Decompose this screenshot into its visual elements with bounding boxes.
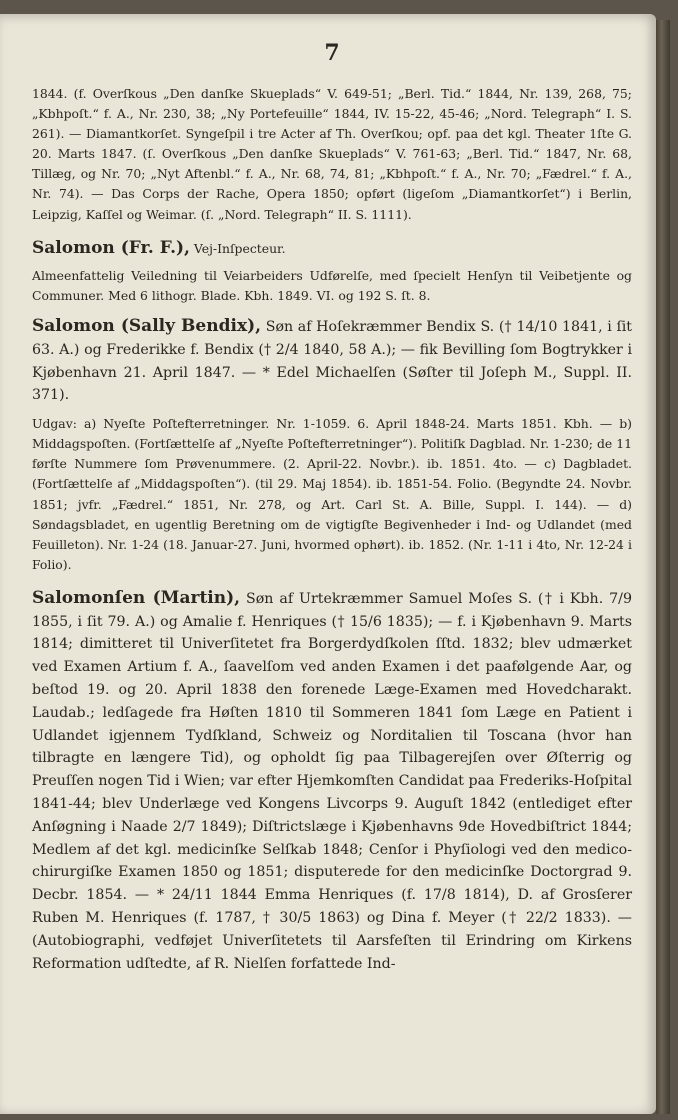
page-content bbox=[32, 40, 632, 975]
entry-name: Salomonſen (Martin), bbox=[32, 587, 241, 608]
entry-heading-salomon-fr bbox=[32, 238, 632, 259]
entry-description: Søn af Urtekræmmer Samuel Moſes S. († i Kbh. 7/9 1855, i ſit 79. A.) og Amalie f. Henriques († 15/6 1835); — f. i Kjøbenhavn 9. Marts 1814; dimitteret til Univerſitetet fra Borgerdydſkolen ſſtd. 1832; blev udmærket ved Examen Artium f. A., ſaavelſom ved anden Examen i det paafølgende Aar, og beſtod 19. og 20. April 1838 den forenede Læge-Examen med Hovedcharakt. Laudab.; ledſagede fra Høſten 1810 til Sommeren 1841 ſom Læge en Patient i Udlandet igjennem Tydſkland, Schweiz og Norditalien til Toscana (hvor han tilbragte en længere Tid), og opholdt ſig paa Tilbagerejſen over Øſterrig og Preuſſen nogen Tid i Wien; var efter Hjemkomſten Candidat paa Frederiks-Hoſpital 1841-44; blev Underlæge ved Kongens Livcorps 9. Auguſt 1842 (entlediget efter Anſøgning i Naade 2/7 1849); Diſtrictslæge i Kjøbenhavns 9de Hovedbiſtrict 1844; Medlem af det kgl. medicinſke Selſkab 1848; Cenſor i Phyſiologi ved den medico-chirurgiſke Examen 1850 og 1851; disputerede for den medicinſke Doctorgrad 9. Decbr. 1854. — * 24/11 1844 Emma Henriques (f. 17/8 1814), D. af Grosſerer Ruben M. Henriques (f. 1787, † 30/5 1863) og Dina f. Meyer († 22/2 1833). — (Autobiographi, vedføjet Univerſitetets til Aarsfeſten til Erindring om Kirkens Reformation udſtedte, af R. Nielſen forfattede Ind- bbox=[32, 590, 632, 972]
entry-name: Salomon (Sally Bendix), bbox=[32, 315, 262, 336]
entry-continuation: 1844. (f. Overſkous „Den danſke Skueplads“ V. 649-51; „Berl. Tid.“ 1844, Nr. 139, 268, 75; „Kbhpoſt.“ f. A., Nr. 230, 38; „Ny Portefeuille“ 1844, IV. 15-22, 45-46; „Nord. Telegraph“ I. S. 261). — Diamantkorſet. Syngeſpil i tre Acter af Th. Overſkou; opf. paa det kgl. Theater 1ſte G. 20. Marts 1847. (ſ. Overſkous „Den danſke Skueplads“ V. 761-63; „Berl. Tid.“ 1847, Nr. 68, Tillæg, og Nr. 70; „Nyt Aftenbl.“ f. A., Nr. 68, 74, 81; „Kbhpoſt.“ f. A., Nr. 70; „Fædrel.“ f. A., Nr. 74). — Das Corps der Rache, Opera 1850; opført (ligeſom „Diamantkorſet“) i Berlin, Leipzig, Kaſſel og Weimar. (ſ. „Nord. Telegraph“ II. S. 1111). bbox=[32, 86, 632, 222]
entry-heading-salomon-sally bbox=[32, 315, 632, 407]
entry-name: Salomon (Fr. F.), bbox=[32, 237, 190, 258]
entry-works-salomon-sally: Udgav: a) Nyeſte Poſtefterretninger. Nr. 1-1059. 6. April 1848-24. Marts 1851. Kbh. — b) Middagspoſten. (Fortſættelſe af „Nyeſte Poſtefterretninger“). Politiſk Dagblad. Nr. 1-230; de 11 førſte Nummere ſom Prøvenummere. (2. April-22. Novbr.). ib. 1851. 4to. — c) Dagbladet. (Fortſættelſe af „Middagspoſten“). (til 29. Maj 1854). ib. 1851-54. Folio. (Begyndte 24. Novbr. 1851; jvfr. „Fædrel.“ 1851, Nr. 278, og Art. Carl St. A. Bille, Suppl. I. 144). — d) Søndagsbladet, en ugentlig Beretning om de vigtigſte Begivenheder i Ind- og Udlandet (med Feuilleton). Nr. 1-24 (18. Januar-27. Juni, hvormed ophørt). ib. 1852. (Nr. 1-11 i 4to, Nr. 12-24 i Folio). bbox=[32, 416, 632, 572]
entry-heading-salomonsen-martin bbox=[32, 587, 632, 976]
book-page-edge bbox=[656, 20, 670, 1114]
entry-description: Søn af Hoſekræmmer Bendix S. († 14/10 1841, i ſit 63. A.) og Frederikke f. Bendix († 2/4 1840, 58 A.); — fik Bevilling ſom Bogtrykker i Kjøbenhavn 21. April 1847. — * Edel Michaelſen (Søſter til Joſeph M., Suppl. II. 371). bbox=[32, 318, 633, 404]
entry-works-salomon-fr: Almeenfattelig Veiledning til Veiarbeiders Udførelſe, med ſpecielt Henſyn til Veibetjente og Communer. Med 6 lithogr. Blade. Kbh. 1849. VI. og 192 S. ſt. 8. bbox=[32, 267, 632, 303]
page-number: 7 bbox=[324, 40, 340, 66]
entry-description: Vej-Inſpecteur. bbox=[189, 240, 286, 256]
